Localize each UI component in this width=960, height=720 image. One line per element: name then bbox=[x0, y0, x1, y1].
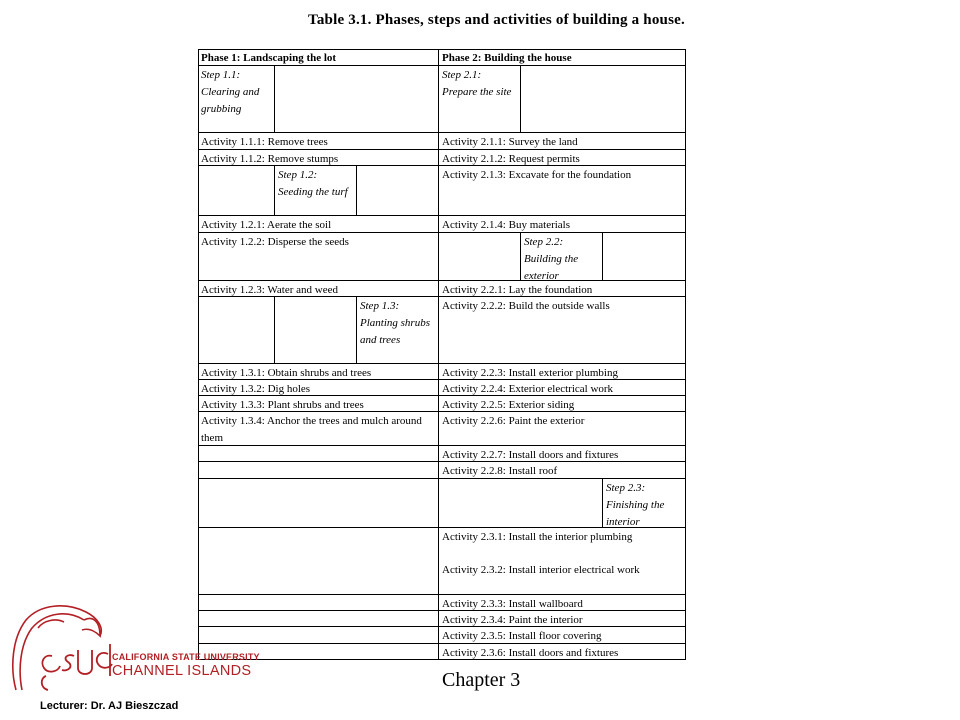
activity-1-1-2: Activity 1.1.2: Remove stumps bbox=[201, 153, 339, 165]
step-2-1: Step 2.1: Prepare the site bbox=[442, 69, 512, 98]
activity-2-3-2: Activity 2.3.2: Install interior electrical work bbox=[442, 564, 640, 576]
activity-1-3-3: Activity 1.3.3: Plant shrubs and trees bbox=[201, 399, 364, 411]
activity-2-2-7: Activity 2.2.7: Install doors and fixtures bbox=[442, 449, 619, 461]
logo-campus-name: CHANNEL ISLANDS bbox=[112, 663, 252, 679]
rule bbox=[356, 165, 357, 215]
rule bbox=[274, 296, 275, 363]
activity-2-2-2: Activity 2.2.2: Build the outside walls bbox=[442, 300, 610, 312]
activity-2-3-4: Activity 2.3.4: Paint the interior bbox=[442, 614, 583, 626]
activity-1-2-3: Activity 1.2.3: Water and weed bbox=[201, 284, 338, 296]
step-2-3: Step 2.3: Finishing the interior bbox=[606, 482, 665, 527]
step-1-2: Step 1.2: Seeding the turf bbox=[278, 169, 348, 198]
activity-2-3-6: Activity 2.3.6: Install doors and fixtures bbox=[442, 647, 619, 659]
logo-university-name: CALIFORNIA STATE UNIVERSITY bbox=[112, 652, 260, 662]
activity-2-2-6: Activity 2.2.6: Paint the exterior bbox=[442, 415, 585, 427]
activity-2-1-3: Activity 2.1.3: Excavate for the foundation bbox=[442, 169, 632, 181]
activity-1-3-1: Activity 1.3.1: Obtain shrubs and trees bbox=[201, 367, 372, 379]
activity-1-2-2: Activity 1.2.2: Disperse the seeds bbox=[201, 236, 349, 248]
activity-2-3-5: Activity 2.3.5: Install floor covering bbox=[442, 630, 602, 642]
activity-2-3-1: Activity 2.3.1: Install the interior plumbing bbox=[442, 531, 633, 543]
activity-1-2-1: Activity 1.2.1: Aerate the soil bbox=[201, 219, 332, 231]
rule bbox=[602, 232, 603, 280]
activity-2-2-1: Activity 2.2.1: Lay the foundation bbox=[442, 284, 593, 296]
activity-2-1-4: Activity 2.1.4: Buy materials bbox=[442, 219, 571, 231]
phase1-header: Phase 1: Landscaping the lot bbox=[201, 52, 337, 64]
rule bbox=[274, 65, 275, 132]
phase2-header: Phase 2: Building the house bbox=[442, 52, 572, 64]
activity-1-1-1: Activity 1.1.1: Remove trees bbox=[201, 136, 328, 148]
activity-2-1-2: Activity 2.1.2: Request permits bbox=[442, 153, 580, 165]
activity-2-2-8: Activity 2.2.8: Install roof bbox=[442, 465, 558, 477]
chapter-label: Chapter 3 bbox=[442, 669, 521, 691]
activity-1-3-4: Activity 1.3.4: Anchor the trees and mulch around them bbox=[201, 415, 422, 444]
step-1-1: Step 1.1: Clearing and grubbing bbox=[201, 69, 260, 115]
activity-2-2-3: Activity 2.2.3: Install exterior plumbing bbox=[442, 367, 618, 379]
activity-2-2-4: Activity 2.2.4: Exterior electrical work bbox=[442, 383, 614, 395]
activity-1-3-2: Activity 1.3.2: Dig holes bbox=[201, 383, 311, 395]
activity-2-2-5: Activity 2.2.5: Exterior siding bbox=[442, 399, 575, 411]
lecturer-label: Lecturer: Dr. AJ Bieszczad bbox=[40, 700, 179, 712]
rule bbox=[520, 65, 521, 132]
activity-2-1-1: Activity 2.1.1: Survey the land bbox=[442, 136, 578, 148]
phases-table bbox=[198, 49, 686, 660]
activity-2-3-3: Activity 2.3.3: Install wallboard bbox=[442, 598, 583, 610]
table-title: Table 3.1. Phases, steps and activities of building a house. bbox=[308, 12, 685, 28]
step-1-3: Step 1.3: Planting shrubs and trees bbox=[360, 300, 430, 346]
csuci-logo bbox=[8, 598, 240, 698]
step-2-2: Step 2.2: Building the exterior bbox=[524, 236, 579, 280]
